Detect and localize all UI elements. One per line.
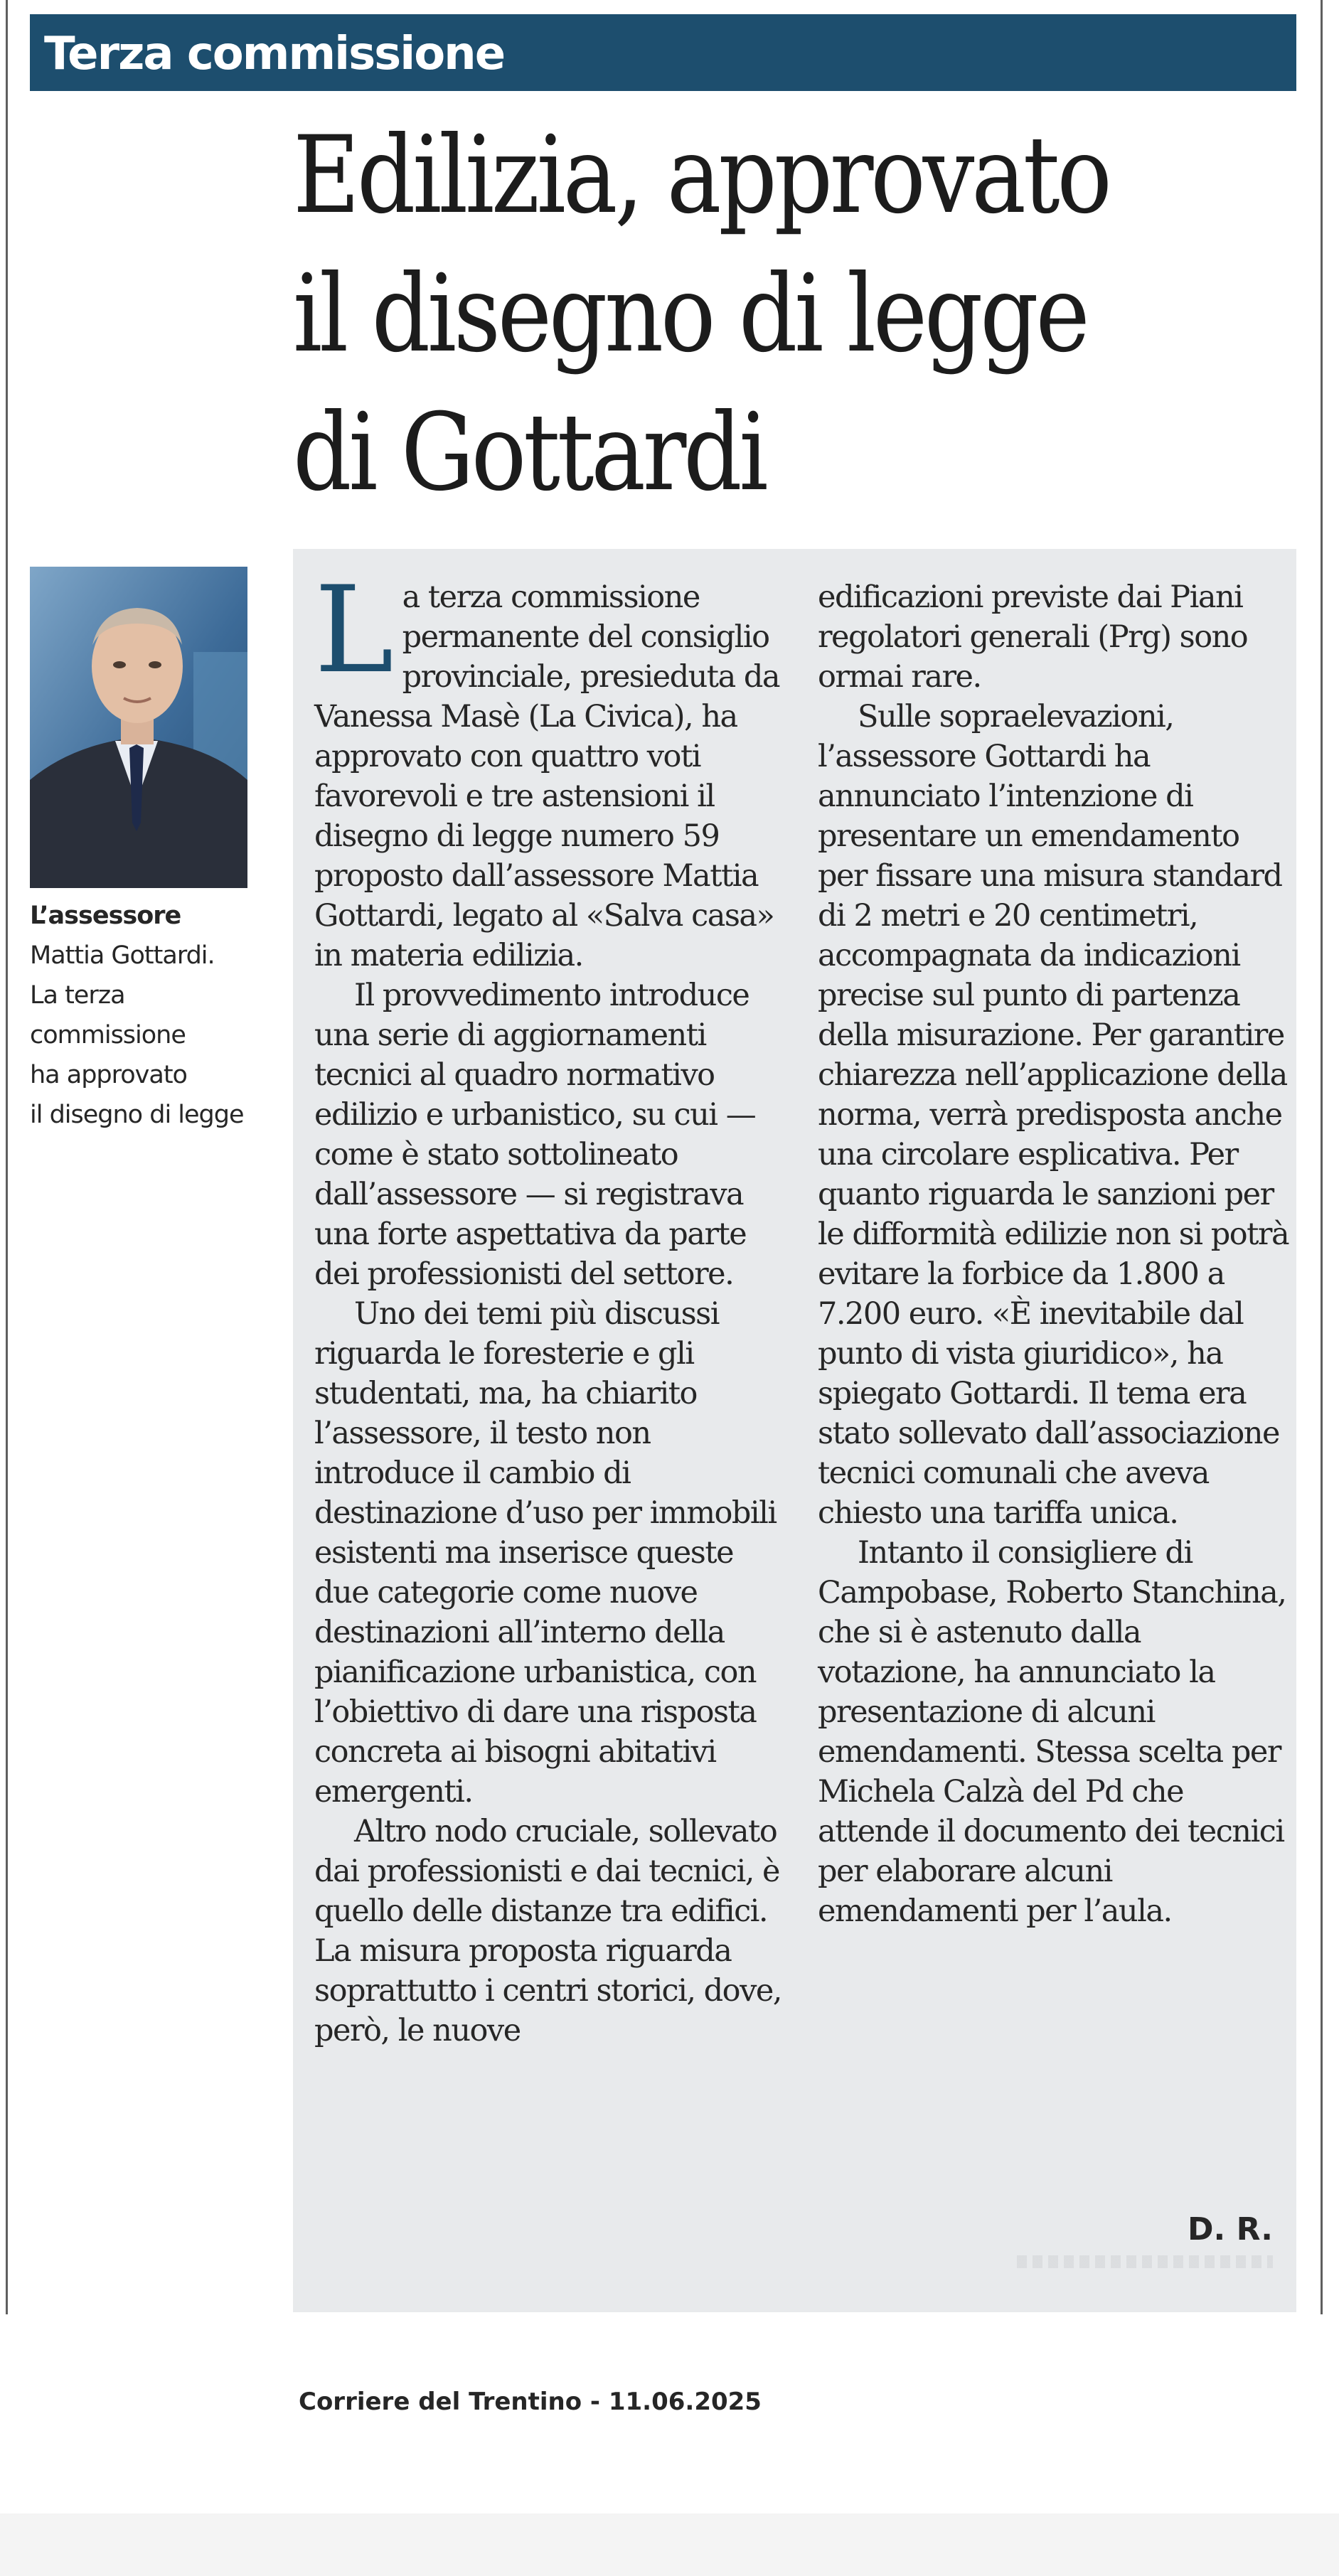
article-column-2: [818, 577, 1291, 1931]
article-paragraph: Sulle sopraelevazioni, l’assessore Gottardi ha annunciato l’intenzione di presentare un emendamento per fissare una misura standard di 2 metri e 20 centimetri, accompagnata da indicazioni precise sul punto di partenza della misurazione. Per garantire chiarezza nell’applicazione della norma, verrà predisposta anche una circolare esplicativa. Per quanto riguarda le sanzioni per le difformità edilizie non si potrà evitare la forbice da 1.800 a 7.200 euro. «È inevitabile dal punto di vista giuridico», ha spiegato Gottardi. Il tema era stato sollevato dall’associazione tecnici comunali che aveva chiesto una tariffa unica.: [818, 699, 1289, 1531]
section-header: [30, 14, 1296, 91]
caption-line: La terza: [30, 981, 125, 1010]
article-paragraph: Altro nodo cruciale, sollevato dai professionisti e dai tecnici, è quello delle distanze tra edifici. La misura proposta riguarda soprattutto i centri storici, dove, però, le nuove: [314, 1814, 781, 2048]
caption-title: L’assessore: [30, 902, 181, 930]
bottom-margin: [0, 2513, 1339, 2576]
byline: D. R.: [1188, 2211, 1273, 2248]
article-paragraph: edificazioni previste dai Piani regolatori generali (Prg) sono ormai rare.: [818, 579, 1248, 695]
caption-line: ha approvato: [30, 1061, 187, 1089]
paragraph-text: a terza commissione permanente del consiglio provinciale, presieduta da Vanessa Masè (La Civica), ha approvato con quattro voti favorevoli e tre astensioni il disegno di legge numero 59 proposto dall’assessore Mattia Gottardi, legato al «Salva casa» in materia edilizia.: [314, 579, 780, 973]
source-footer: Corriere del Trentino - 11.06.2025: [299, 2388, 762, 2416]
caption-line: il disegno di legge: [30, 1101, 244, 1129]
article-paragraph: [314, 560, 787, 976]
faint-print-mark: [1017, 2255, 1273, 2268]
right-rule: [1321, 0, 1323, 2314]
caption-line: commissione: [30, 1021, 186, 1049]
left-rule: [6, 0, 8, 2314]
photo-caption: [30, 896, 265, 1135]
article-paragraph: Intanto il consigliere di Campobase, Roberto Stanchina, che si è astenuto dalla votazione, ha annunciato la presentazione di alcuni emendamenti. Stessa scelta per Michela Calzà del Pd che attende il documento dei tecnici per elaborare alcuni emendamenti per l’aula.: [818, 1535, 1286, 1929]
author-photo: [30, 567, 247, 888]
section-label: Terza commissione: [44, 28, 505, 80]
article-column-1: [314, 560, 787, 2051]
caption-line: Mattia Gottardi.: [30, 941, 215, 970]
article-paragraph: Il provvedimento introduce una serie di aggiornamenti tecnici al quadro normativo edilizio e urbanistico, su cui — come è stato sottolineato dall’assessore — si registrava una forte aspettativa da parte dei professionisti del settore.: [314, 978, 756, 1292]
portrait-image: [30, 567, 247, 888]
article-paragraph: Uno dei temi più discussi riguarda le foresterie e gli studentati, ma, ha chiarito l’assessore, il testo non introduce il cambio di destinazione d’uso per immobili esistenti ma inserisce queste due categorie come nuove destinazioni all’interno della pianificazione urbanistica, con l’obiettivo di dare una risposta concreta ai bisogni abitativi emergenti.: [314, 1296, 777, 1810]
drop-cap: L: [314, 560, 394, 700]
headline: Edilizia, approvato il disegno di legge di Gottardi: [293, 114, 1109, 515]
